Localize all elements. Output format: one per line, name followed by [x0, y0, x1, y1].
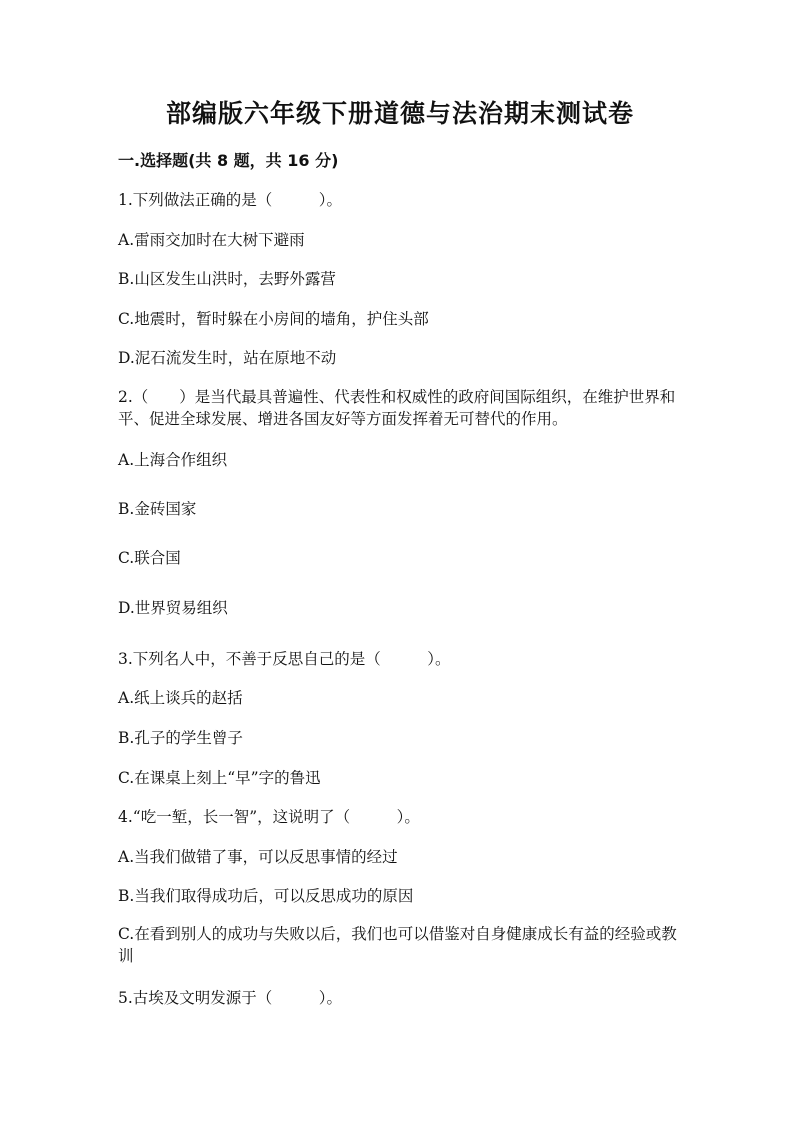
- question-2-stem: 2.（ ）是当代最具普遍性、代表性和权威性的政府间国际组织，在维护世界和平、促进全球发展、增进各国友好等方面发挥着无可替代的作用。: [118, 388, 676, 428]
- section-heading: 一.选择题(共 8 题，共 16 分): [118, 151, 339, 170]
- question-1-option-a: A.雷雨交加时在大树下避雨: [118, 231, 305, 249]
- page-title: 部编版六年级下册道德与法治期末测试卷: [165, 99, 634, 128]
- question-1-stem: 1.下列做法正确的是（ ）。: [118, 191, 343, 209]
- question-4-option-c: C.在看到别人的成功与失败以后，我们也可以借鉴对自身健康成长有益的经验或教训: [118, 925, 677, 965]
- question-4-option-b: B.当我们取得成功后，可以反思成功的原因: [118, 887, 414, 905]
- question-3-stem: 3.下列名人中，不善于反思自己的是（ ）。: [118, 650, 451, 668]
- question-1-option-b: B.山区发生山洪时，去野外露营: [118, 270, 336, 288]
- question-1-option-d: D.泥石流发生时，站在原地不动: [118, 349, 337, 367]
- question-2-option-b: B.金砖国家: [118, 500, 197, 518]
- question-3-option-b: B.孔子的学生曾子: [118, 729, 243, 747]
- question-2-option-d: D.世界贸易组织: [118, 599, 228, 617]
- question-2-option-a: A.上海合作组织: [118, 451, 228, 469]
- question-1-option-c: C.地震时，暂时躲在小房间的墙角，护住头部: [118, 310, 429, 328]
- question-4-option-a: A.当我们做错了事，可以反思事情的经过: [118, 848, 398, 866]
- question-4-stem: 4.“吃一堑，长一智”，这说明了（ ）。: [118, 808, 420, 826]
- question-3-option-a: A.纸上谈兵的赵括: [118, 689, 243, 707]
- question-5-stem: 5.古埃及文明发源于（ ）。: [118, 989, 343, 1007]
- question-2-option-c: C.联合国: [118, 549, 181, 567]
- question-3-option-c: C.在课桌上刻上“早”字的鲁迅: [118, 769, 321, 787]
